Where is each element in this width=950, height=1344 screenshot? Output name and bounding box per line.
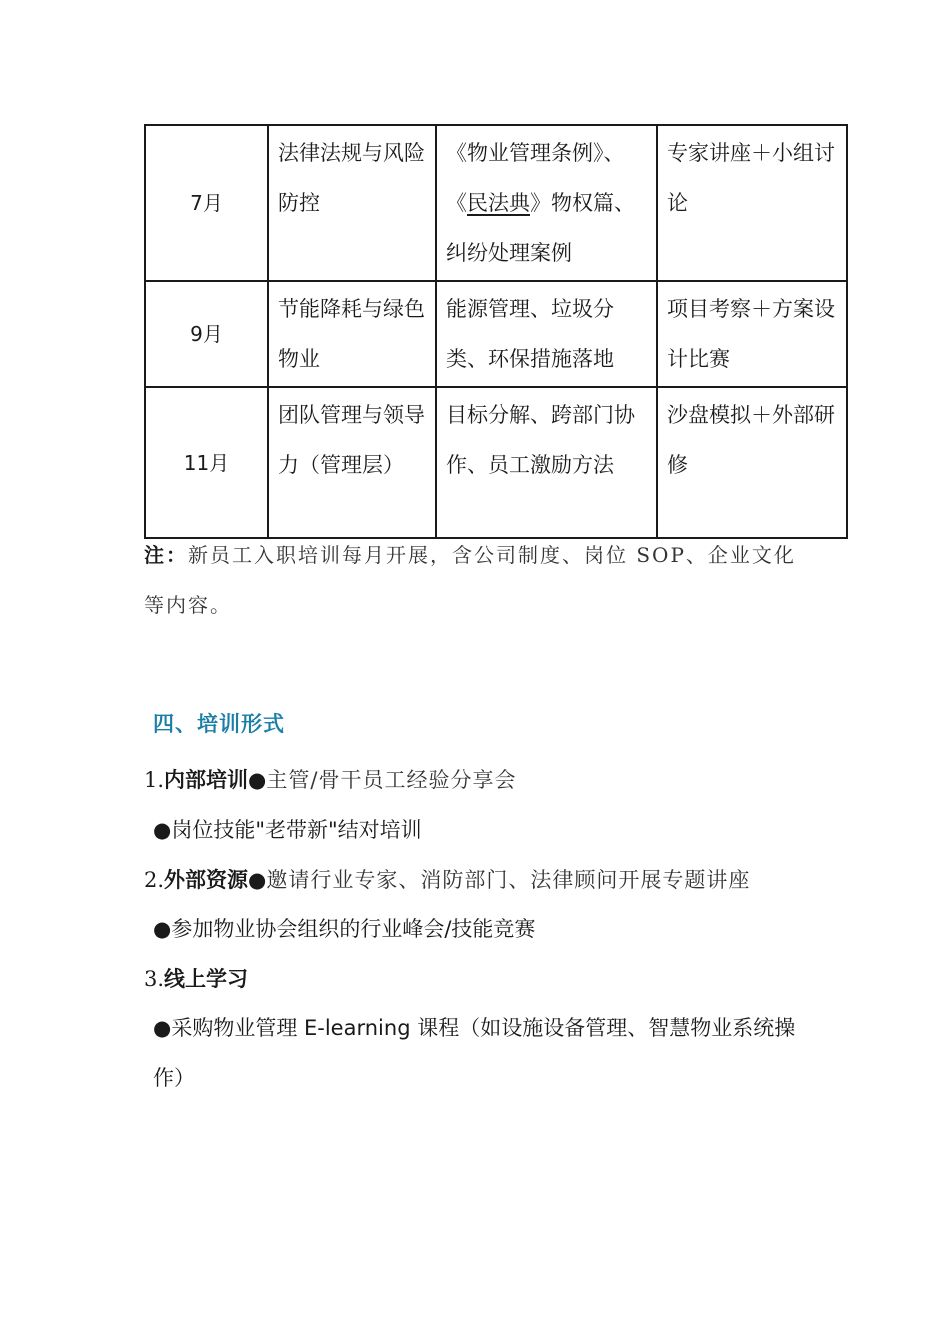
item-number: 2. (144, 868, 165, 892)
topic-cell: 节能降耗与绿色物业 (268, 281, 436, 387)
method-cell: 专家讲座＋小组讨论 (657, 125, 847, 281)
bullet-icon: ● (248, 868, 267, 892)
bullet-text: 采购物业管理 E-learning 课程（如设施设备管理、智慧物业系统操作） (153, 1016, 796, 1090)
item-number: 3. (144, 967, 165, 991)
content-cell (436, 125, 657, 281)
note-text: 新员工入职培训每月开展，含公司制度、岗位 SOP、企业文化等内容。 (144, 543, 796, 617)
table-row (145, 125, 847, 281)
bullet-text: 邀请行业专家、消防部门、法律顾问开展专题讲座 (266, 868, 751, 892)
list-item (153, 815, 422, 845)
month-cell: 9月 (145, 281, 268, 387)
bullet-text: 参加物业协会组织的行业峰会/技能竞赛 (171, 917, 536, 941)
list-item (144, 964, 248, 994)
table-note (144, 530, 814, 630)
item-title: 内部培训 (164, 767, 249, 792)
item-title: 外部资源 (164, 867, 249, 892)
list-item (153, 914, 535, 944)
item-number: 1. (144, 768, 165, 792)
bullet-text: 岗位技能"老带新"结对培训 (171, 818, 422, 842)
section-title: 四、培训形式 (153, 712, 285, 736)
item-title: 线上学习 (164, 966, 249, 991)
list-item (144, 765, 516, 795)
bullet-icon: ● (153, 818, 172, 842)
content-cell: 能源管理、垃圾分类、环保措施落地 (436, 281, 657, 387)
method-cell: 沙盘模拟＋外部研修 (657, 387, 847, 538)
content-cell: 目标分解、跨部门协作、员工激励方法 (436, 387, 657, 538)
month-cell: 11月 (145, 387, 268, 538)
table-row (145, 281, 847, 387)
topic-cell: 法律法规与风险防控 (268, 125, 436, 281)
method-cell: 项目考察＋方案设计比赛 (657, 281, 847, 387)
month-cell: 7月 (145, 125, 268, 281)
table-row (145, 387, 847, 538)
list-item (153, 1003, 813, 1103)
topic-cell: 团队管理与领导力（管理层） (268, 387, 436, 538)
bullet-icon: ● (153, 1016, 172, 1040)
bullet-icon: ● (248, 768, 267, 792)
training-schedule-table (144, 124, 848, 539)
bullet-text: 主管/骨干员工经验分享会 (266, 768, 517, 792)
list-item (144, 865, 750, 895)
bullet-icon: ● (153, 917, 172, 941)
note-label: 注： (144, 543, 188, 567)
content-text: 《物业管理条例》、《民法典》物权篇、纠纷处理案例 (446, 141, 635, 265)
